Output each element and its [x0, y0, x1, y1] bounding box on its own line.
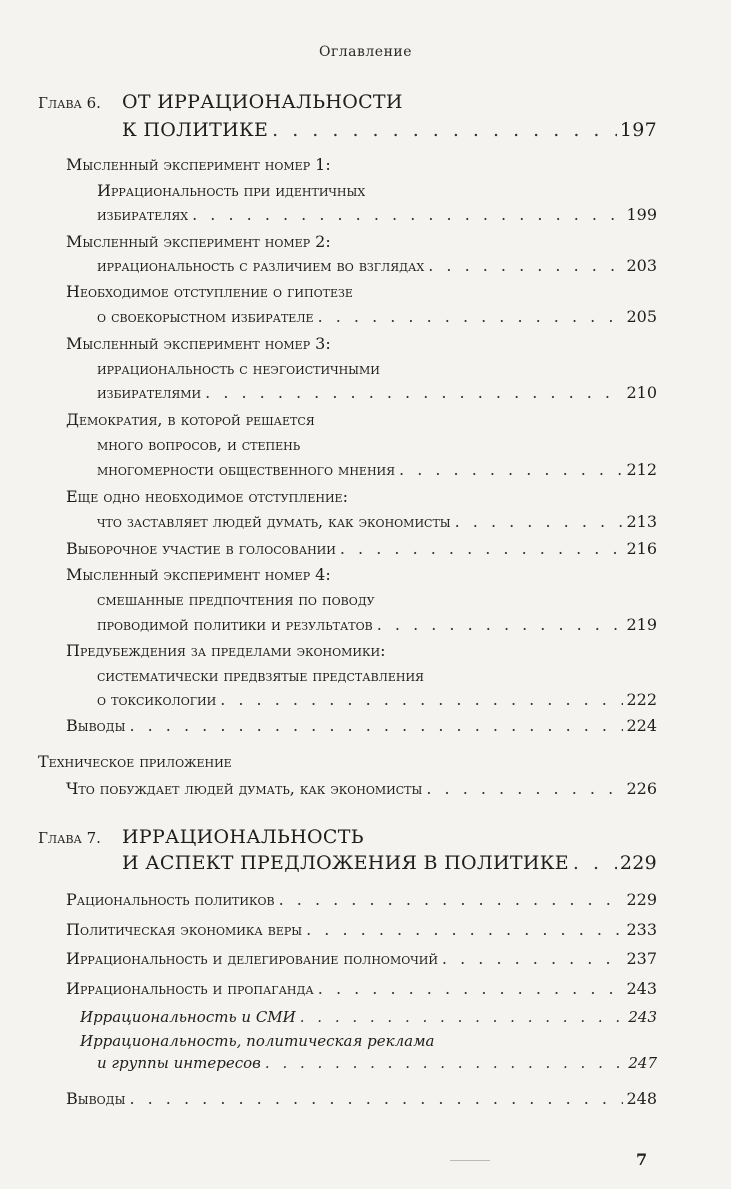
toc-entry-line: Иррациональность при идентичных — [97, 181, 366, 200]
page-number: 7 — [636, 1150, 648, 1169]
toc-entry-line: смешанные предпочтения по поводу — [97, 590, 375, 609]
toc-entry-thought-exp-1: Мысленный эксперимент номер 1: — [66, 155, 331, 174]
toc-entry-digression-2: Еще одно необходимое отступление: — [66, 487, 348, 506]
toc-entry-thought-exp-2: Мысленный эксперимент номер 2: — [66, 232, 331, 251]
toc-entry-selective-voting: Выборочное участие в голосовании . . . 216 — [66, 539, 657, 558]
toc-subentry-advertising: Иррациональность, политическая реклама — [80, 1032, 435, 1050]
toc-entry-line: избирателях . . . 199 — [97, 205, 657, 224]
toc-entry-appendix-item: Что побуждает людей думать, как экономисты . . . 226 — [66, 779, 657, 798]
toc-entry-line: иррациональность с различием во взглядах . . . 203 — [97, 256, 657, 275]
toc-entry-democracy: Демократия, в которой решается — [66, 410, 315, 429]
chapter-7-title-line1: ИРРАЦИОНАЛЬНОСТЬ — [122, 826, 364, 848]
toc-entry-line: многомерности общественного мнения . . . 212 — [97, 460, 657, 479]
chapter-6-page: 197 — [619, 119, 657, 141]
toc-entry-thought-exp-3: Мысленный эксперимент номер 3: — [66, 334, 331, 353]
running-header: Оглавление — [318, 44, 413, 60]
toc-entry-political-economy-belief: Политическая экономика веры . . . 233 — [66, 920, 657, 939]
toc-entry-propaganda: Иррациональность и пропаганда . . . 243 — [66, 979, 657, 998]
chapter-7-page: 229 — [619, 852, 657, 874]
chapter-6-title-line1: ОТ ИРРАЦИОНАЛЬНОСТИ — [122, 91, 403, 113]
appendix-title: Техническое приложение — [38, 752, 232, 771]
chapter-7-label: Глава 7. — [38, 829, 101, 847]
toc-entry-conclusions-7: Выводы . . . 248 — [66, 1089, 657, 1108]
chapter-7-title-line2: И АСПЕКТ ПРЕДЛОЖЕНИЯ В ПОЛИТИКЕ . . . 229 — [122, 852, 657, 874]
footer-divider — [450, 1160, 490, 1161]
toc-entry-line: иррациональность с неэгоистичными — [97, 359, 380, 378]
toc-entry-line: избирателями . . . 210 — [97, 383, 657, 402]
chapter-6-label: Глава 6. — [38, 94, 101, 112]
toc-entry-line: проводимой политики и результатов . . . 219 — [97, 615, 657, 634]
toc-entry-line: что заставляет людей думать, как экономисты . . . 213 — [97, 512, 657, 531]
toc-entry-delegation: Иррациональность и делегирование полномочий . . . 237 — [66, 949, 657, 968]
toc-entry-line: о токсикологии . . . 222 — [97, 690, 657, 709]
toc-entry-line: о своекорыстном избирателе . . . 205 — [97, 307, 657, 326]
toc-subentry-media: Иррациональность и СМИ . . . 243 — [80, 1008, 657, 1026]
toc-entry-line: и группы интересов . . . 247 — [97, 1054, 657, 1072]
toc-entry-line: систематически предвзятые представления — [97, 666, 424, 685]
toc-entry-bias: Предубеждения за пределами экономики: — [66, 641, 386, 660]
toc-entry-conclusions-6: Выводы . . . 224 — [66, 716, 657, 735]
toc-entry-thought-exp-4: Мысленный эксперимент номер 4: — [66, 565, 331, 584]
toc-entry-rationality-politicians: Рациональность политиков . . . 229 — [66, 890, 657, 909]
chapter-6-title-line2: К ПОЛИТИКЕ . . . 197 — [122, 119, 657, 141]
toc-entry-digression: Необходимое отступление о гипотезе — [66, 282, 353, 301]
toc-entry-line: много вопросов, и степень — [97, 435, 301, 454]
